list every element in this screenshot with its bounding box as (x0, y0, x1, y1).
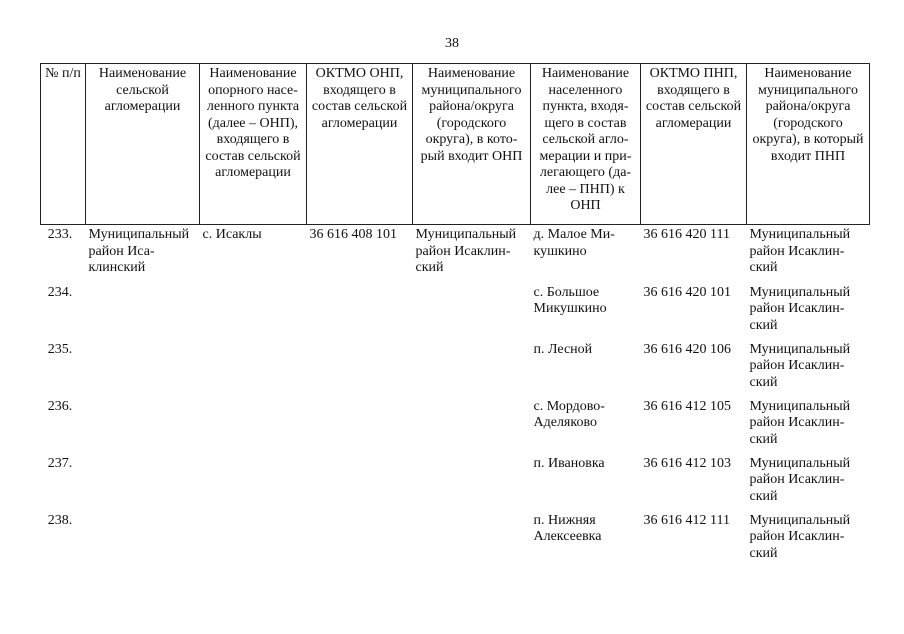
agglomeration-cell (86, 454, 200, 511)
onp-district-cell (413, 340, 531, 397)
onp-name-cell (200, 340, 307, 397)
table-row (41, 340, 870, 397)
onp-district-cell (413, 283, 531, 340)
pnp-name-cell: с. Мордово-Аделяково (533, 398, 605, 430)
onp-oktmo-cell (307, 511, 413, 568)
onp-district-cell (413, 397, 531, 454)
agglomeration-cell: Муниципальный район Исаклинский (88, 227, 190, 275)
pnp-oktmo-cell: 36 616 420 106 (643, 341, 731, 357)
pnp-district-cell: Муниципальный район Исаклинский (749, 341, 851, 390)
onp-name-cell (200, 283, 307, 340)
row-number: 233. (47, 227, 73, 242)
agglomeration-cell (86, 340, 200, 397)
row-number: 236. (47, 398, 73, 414)
agglomeration-cell (86, 397, 200, 454)
pnp-name-cell: д. Малое Микушкино (533, 227, 615, 259)
header-onp-oktmo: ОКТМО ОНП, входящего в состав сельской агломерации (307, 64, 413, 225)
header-pnp-district: Наименование муниципального района/округа (городского округа), в который входит ПНП (747, 64, 870, 225)
pnp-district-cell: Муниципальный район Исаклинский (749, 227, 851, 275)
pnp-district-cell: Муниципальный район Исаклинский (749, 398, 851, 447)
header-agglomeration: Наименование сельской агломерации (86, 64, 200, 225)
table-row (41, 397, 870, 454)
onp-name-cell (200, 454, 307, 511)
onp-name-cell: с. Исаклы (202, 227, 262, 242)
pnp-district-cell: Муниципальный район Исаклинский (749, 284, 851, 333)
onp-name-cell (200, 511, 307, 568)
pnp-name-cell: с. Большое Микушкино (533, 284, 607, 316)
table-row (41, 454, 870, 511)
agglomeration-cell (86, 283, 200, 340)
pnp-district-cell: Муниципальный район Исаклинский (749, 455, 851, 504)
table-row (41, 225, 870, 283)
pnp-oktmo-cell: 36 616 412 103 (643, 455, 731, 471)
pnp-oktmo-cell: 36 616 420 101 (643, 284, 731, 300)
onp-oktmo-cell (307, 397, 413, 454)
page-number: 38 (445, 36, 459, 51)
pnp-name-cell: п. Нижняя Алексеевка (533, 512, 602, 544)
row-number: 238. (47, 512, 73, 528)
pnp-oktmo-cell: 36 616 412 105 (643, 398, 731, 414)
agglomeration-cell (86, 511, 200, 568)
onp-oktmo-cell (307, 454, 413, 511)
onp-oktmo-cell (307, 283, 413, 340)
pnp-oktmo-cell: 36 616 412 111 (643, 512, 730, 528)
table-row (41, 511, 870, 568)
header-pnp-oktmo: ОКТМО ПНП, входящего в состав сельской агломерации (641, 64, 747, 225)
row-number: 234. (47, 284, 73, 300)
onp-district-cell (413, 454, 531, 511)
pnp-name-cell: п. Лесной (533, 341, 593, 357)
table-header-row (41, 64, 870, 225)
onp-name-cell (200, 397, 307, 454)
table-row (41, 283, 870, 340)
agglomeration-table (40, 63, 870, 568)
header-onp-district: Наименование муниципального района/округа (городского округа), в который входит ОНП (413, 64, 531, 225)
onp-oktmo-cell: 36 616 408 101 (309, 227, 397, 242)
pnp-name-cell: п. Ивановка (533, 455, 605, 471)
onp-oktmo-cell (307, 340, 413, 397)
header-onp-name: Наименование опорного населенного пункта (далее – ОНП), входящего в состав сельской агломерации (200, 64, 307, 225)
row-number: 237. (47, 455, 73, 471)
onp-district-cell: Муниципальный район Исаклинский (415, 227, 517, 275)
pnp-oktmo-cell: 36 616 420 111 (643, 227, 730, 242)
row-number: 235. (47, 341, 73, 357)
pnp-district-cell: Муниципальный район Исаклинский (749, 512, 851, 561)
header-number: № п/п (41, 64, 86, 225)
onp-district-cell (413, 511, 531, 568)
header-pnp-name: Наименование населенного пункта, входящего в состав сельской агломерации и прилегающего (далее – ПНП) к ОНП (531, 64, 641, 225)
